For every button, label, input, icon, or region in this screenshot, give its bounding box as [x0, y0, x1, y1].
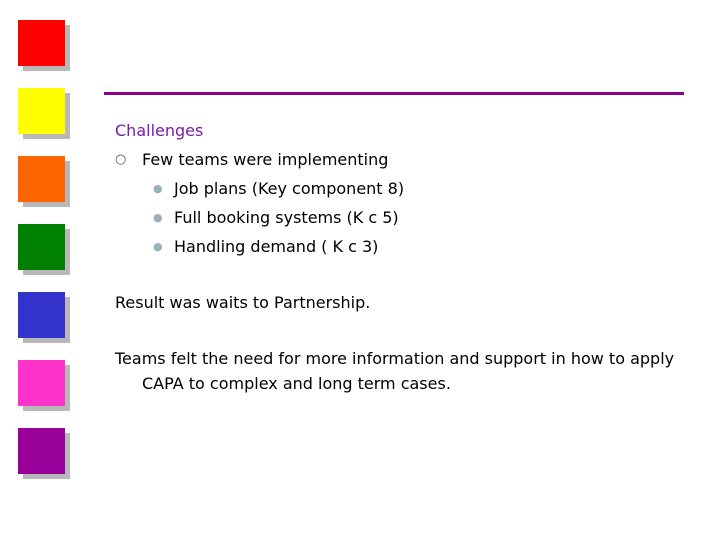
subbullet-full-booking — [115, 203, 695, 232]
filled-circle-icon: ● — [153, 240, 163, 253]
title-rule — [104, 92, 684, 95]
challenges-heading: Challenges — [115, 121, 204, 140]
square-yellow — [18, 88, 65, 134]
result-paragraph: Result was waits to Partnership. — [115, 293, 371, 312]
square-purple — [18, 428, 65, 474]
bullet-few-teams — [115, 145, 695, 174]
square-orange — [18, 156, 65, 202]
subbullet-handling-demand — [115, 232, 695, 261]
bullet-text: Few teams were implementing — [142, 150, 389, 169]
subbullet-text: Handling demand ( K c 3) — [174, 237, 379, 256]
subbullet-text: Job plans (Key component 8) — [174, 179, 405, 198]
square-green — [18, 224, 65, 270]
square-blue — [18, 292, 65, 338]
filled-circle-icon: ● — [153, 182, 163, 195]
slide-body — [115, 116, 695, 396]
square-red — [18, 20, 65, 66]
subbullet-text: Full booking systems (K c 5) — [174, 208, 399, 227]
hollow-circle-icon: ○ — [115, 152, 127, 167]
filled-circle-icon: ● — [153, 211, 163, 224]
subbullet-job-plans — [115, 174, 695, 203]
teams-paragraph: Teams felt the need for more information and support in how to apply CAPA to complex and long term cases. — [115, 349, 675, 393]
color-squares-column — [18, 20, 70, 480]
square-pink — [18, 360, 65, 406]
